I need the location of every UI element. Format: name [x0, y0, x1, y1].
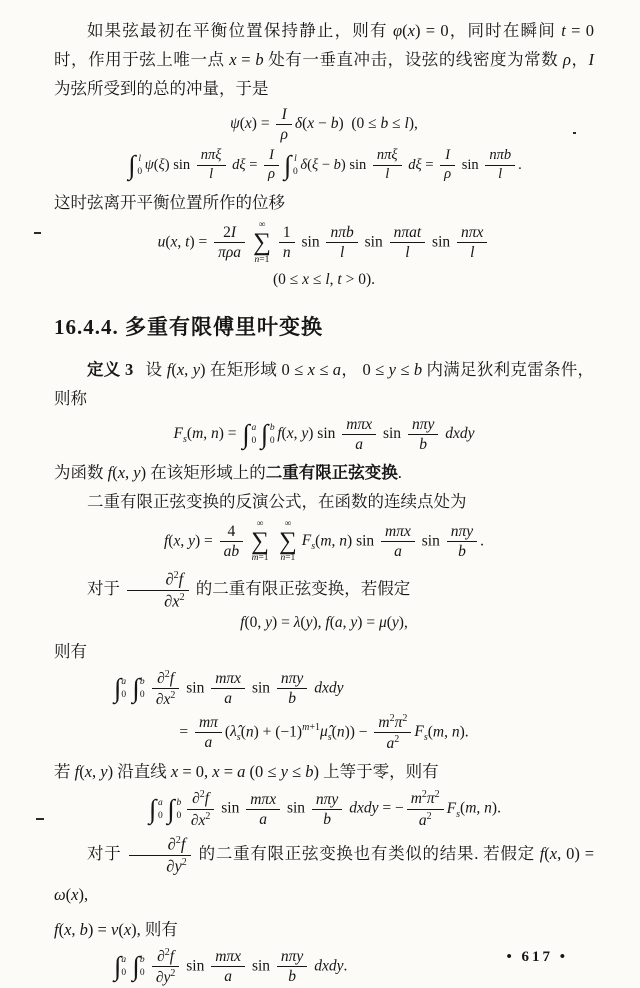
paragraph-inversion-intro: 二重有限正弦变换的反演公式，在函数的连续点处为	[87, 491, 467, 511]
definition-text: 设 f(x, y) 在矩形域 0 ≤ x ≤ a， 0 ≤ y ≤ b 内满足狄利克雷条件，则称	[54, 359, 595, 408]
paragraph-zero-boundary: 若 f(x, y) 沿直线 x = 0, x = a (0 ≤ y ≤ b) 上等于零，则有	[54, 762, 439, 782]
formula-psi-delta: ψ(x) = $\frac{I}{\rho}$ δ(x − b) (0 ≤ b ≤ l),	[230, 106, 418, 144]
paragraph-definition-3	[54, 355, 594, 413]
scan-artifact	[573, 132, 576, 134]
formula-boundary-values-x: f(0, y) = λ(y), f(a, y) = μ(y),	[240, 613, 408, 631]
formula-double-sine-transform: $F_s(m$, n) = ∫ a 0 ∫ b 0 f(x, y) sin mπx a sin nπy b dxdy	[173, 415, 475, 453]
definition-label: 定义 3	[87, 359, 134, 379]
formula-inversion: f(x, y) = $\frac{4}{ab}$ ∞ ∑ m=1 ∞ ∑ n=1 $F_s(m$, n) sin mπx a sin nπy b .	[163, 518, 485, 564]
scan-artifact	[36, 818, 44, 820]
formula-dyy-transform: ∫ a 0 ∫ b 0 $\frac{\partial^2f}{\partial y^2}$ sin mπx a sin nπy b dxdy.	[114, 947, 348, 987]
formula-dxx-transform-line1: ∫ a 0 ∫ b 0 $\frac{\partial^2f}{\partial x^2}$ sin mπx a sin nπy b dxdy	[114, 668, 344, 708]
paragraph-impulse-setup: 如果弦最初在平衡位置保持静止，则有 φ(x) = 0，同时在瞬间 t = 0 时，作用于弦上唯一点 x = b 处有一垂直冲击，设弦的线密度为常数 ρ，I 为弦所受到的总的冲量，于是	[54, 21, 595, 98]
paragraph-displacement-intro: 这时弦离开平衡位置所作的位移	[54, 192, 285, 212]
paragraph-transform-name: 为函数 f(x, y) 在该矩形域上的二重有限正弦变换.	[54, 462, 402, 482]
formula-dxx-transform-line2: = $\frac{m\pi}{a}$ ($\lambdâ_s(n)$ + $(-1)^{m+1}\mû_s(n)$) − $\frac{m^2\pi^2}{a^2}$ $F_s(m$, n).	[179, 713, 469, 753]
paragraph-dyy-intro: 对于 $\frac{\partial^2f}{\partial y^2}$ 的二重有限正弦变换也有类似的结果. 若假定 f(x, 0) = ω(x),	[54, 834, 594, 905]
paragraph-then-have: 则有	[54, 641, 87, 661]
section-heading	[54, 311, 594, 341]
scan-artifact	[34, 232, 41, 234]
page-number: • 617 •	[506, 949, 568, 965]
formula-domain-condition: (0 ≤ x ≤ l, t > 0).	[273, 270, 375, 288]
formula-dxx-zero-boundary: ∫ a 0 ∫ b 0 $\frac{\partial^2f}{\partial x^2}$ sin mπx a sin nπy b dxdy = − $\frac{m^2\pi^2}{a^2}$ $F_s(m$, n).	[149, 789, 501, 829]
section-number: 16.4.4.	[54, 314, 119, 339]
section-title: 多重有限傅里叶变换	[125, 314, 323, 339]
formula-string-displacement-series: u(x, t) = 2I πρa ∞ ∑ n=1 $\frac{1}{n}$ sin nπb l sin nπat l sin nπx l	[54, 220, 594, 266]
formula-sine-transform-integral: ∫ l 0 ψ(ξ) sin nπξ l dξ = $\frac{I}{\rho}$ ∫ l 0 δ(ξ − b) sin nπξ l dξ = $\frac{I}{\rho}$ sin nπb l .	[128, 147, 522, 183]
paragraph-dxx-intro: 对于 $\frac{\partial^2f}{\partial x^2}$ 的二重有限正弦变换，若假定	[87, 569, 411, 611]
paragraph-dyy-continuation: f(x, b) = ν(x), 则有	[54, 920, 178, 940]
